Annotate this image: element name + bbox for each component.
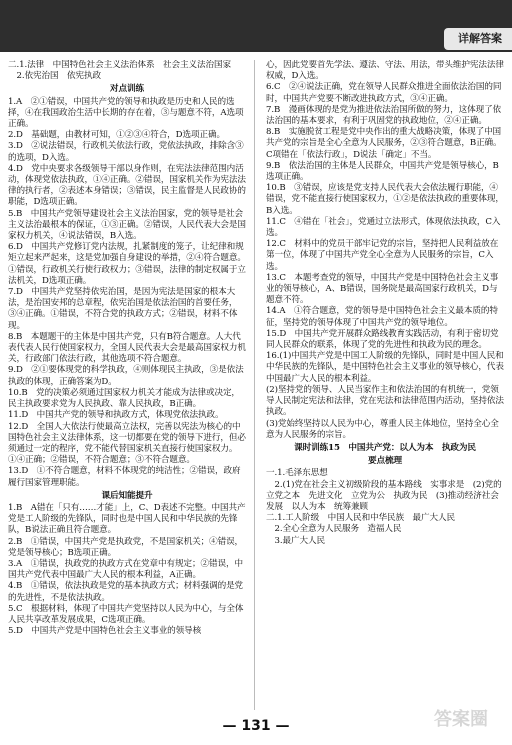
answer-item: 6.C ②④说法正确，党在领导人民群众推进全面依法治国的同时，中国共产党要不断改进执政方式，③④正确。 [266,82,502,104]
answer-item: 9.D ②①要体现党的科学执政，④则体现民主执政，③是依法执政的体现，正确答案为D。 [8,365,244,387]
answer-item: 8.B 本题题干的主体是中国共产党，只有B符合题意。人大代表代表人民行使国家权力，全国人民代表大会是最高国家权力机关，行政部门依法行政，其他选项不符合题意。 [8,331,246,365]
left-column [8,60,246,710]
answer-item: 9.B 依法治国的主体是人民群众，中国共产党是领导核心，B选项正确。 [266,160,499,183]
answer-item: (3)党始终坚持以人民为中心，尊重人民主体地位，坚持全心全意为人民服务的宗旨。 [266,418,499,440]
answer-item: 4.D 党中央要求各级领导干部以身作则，在宪法法律范围内活动，体现党依法执政，①④正确。②错误，国家机关作为宪法法律的执行者，②表述本身错误；③错误，民主监督是人民政协的职能，D选项正确。 [8,163,246,208]
answer-item: 16.(1)中国共产党是中国工人阶级的先锋队，同时是中国人民和中华民族的先锋队，是中国特色社会主义事业的领导核心，代表中国最广大人民的根本利益。 [266,351,504,384]
answer-item: 12.D 全国人大依法行使最高立法权，完善以宪法为核心的中国特色社会主义法律体系，这一切都要在党的领导下进行，但必须通过一定的程序，党不能代替国家机关直接行使国家权力。①④正确；②错误，不符合题意；③不符合题意。 [8,421,246,466]
answer-item: 4.B ①错误，依法执政是党的基本执政方式；材料强调的是党的先进性，不是依法执政。 [8,581,244,603]
answer-item: 11.D 中国共产党的领导和执政方式，体现党依法执政。 [8,410,224,421]
lesson-title: 课时训练15 中国共产党：以人为本 执政为民 [294,442,476,453]
answer-item: 3.D ②说法错误，行政机关依法行政，党依法执政，排除含③的选项，D入选。 [8,141,244,163]
answer-item: 5.C 根据材料，体现了中国共产党坚持以人民为中心，与全体人民共享改革发展成果，C选项正确。 [8,603,244,625]
answer-item: 11.C ④错在「社会」，党通过立法形式，体现依法执政，C入选。 [266,216,501,239]
section-heading: 2.依宪治国 依宪执政 [8,71,101,82]
answer-item: 15.D 中国共产党开展群众路线教育实践活动，有利于密切党同人民群众的联系，体现了党的先进性和执政为民的理念。 [266,328,499,351]
column-divider [254,60,255,710]
answer-key-tag: 详解答案 [444,28,512,50]
answer-item: 一.1.毛泽东思想 [266,468,328,479]
answer-item: 2.全心全意为人民服务 造福人民 [266,524,402,535]
answer-item: 2.B ①错误，中国共产党是执政党，不是国家机关；④错误，党是领导核心；B选项正确。 [8,536,244,558]
answer-item: 心，因此党要首先学法、遵法、守法、用法，带头维护宪法法律权威，D入选。 [266,60,504,82]
answer-item: 7.D 中国共产党坚持依宪治国，是因为宪法是国家的根本大法，是治国安邦的总章程，依宪治国是依法治国的首要任务，③④正确。①错误，不符合党的执政方式；②错误，材料不体现。 [8,287,238,331]
subsection-title: 要点梳理 [368,456,402,467]
header-band [0,0,512,52]
answer-item: 10.B ③错误，应该是党支持人民代表大会依法履行职能，④错误，党不能直接行使国家权力，①②是依法执政的重要体现，B入选。 [266,183,504,216]
answer-item: 1.A ②①错误，中国共产党的领导和执政是历史和人民的选择，④在我国政治生活中长期的存在着，③与题意不符，A选项正确。 [8,96,244,130]
section-heading: 二.1.法律 中国特色社会主义法治体系 社会主义法治国家 [8,60,231,70]
answer-item: 2.D 基础题，由教材可知，①②③④符合，D选项正确。 [8,130,225,141]
subsection-title: 课后知能提升 [101,490,153,501]
answer-item: 5.B 中国共产党领导建设社会主义法治国家，党的领导是社会主义法治最根本的保证，①③正确。②错误，人民代表大会是国家权力机关，④说法错误，B入选。 [8,208,246,242]
answer-item: 3.最广大人民 [266,535,325,546]
answer-item: 7.B 漫画体现的是党为推进依法治国所做的努力，这体现了依法治国的基本要求，有利于巩固党的执政地位，②④正确。 [266,104,502,127]
answer-item: 3.A ①错误，执政党的执政方式在党章中有规定；②错误，中国共产党代表中国最广大人民的根本利益，A正确。 [8,558,243,581]
answer-item: 二.1.工人阶级 中国人民和中华民族 最广大人民 [266,513,456,524]
answer-item: 5.D 中国共产党是中国特色社会主义事业的领导核 [8,626,202,637]
answer-item: 13.C 本题考查党的领导，中国共产党是中国特色社会主义事业的领导核心，A、B错误，国务院是最高国家行政机关，D与题意不符。 [266,272,499,306]
answer-item: 13.D ①不符合题意，材料不体现党的纯洁性；②错误，政府履行国家管理职能。 [8,466,241,488]
page-number: — 131 — [222,718,290,734]
watermark-logo [418,699,504,739]
answer-item: 12.C 材料中的党员干部牢记党的宗旨，坚持把人民利益放在第一位，体现了中国共产党全心全意为人民服务的宗旨，C入选。 [266,239,499,272]
answer-item: (2)坚持党的领导、人民当家作主和依法治国的有机统一，党领导人民制定宪法和法律，党在宪法和法律范围内活动，坚持依法执政。 [266,384,504,418]
answer-item: 10.B 党的决策必须通过国家权力机关才能成为法律或决定，民主执政要求党为人民执政、靠人民执政，B正确。 [8,387,240,410]
answer-item: 2.(1)党在社会主义初级阶段的基本路线 实事求是 (2)党的立党之本 先进文化 立党为公 执政为民 (3)推动经济社会发展 以人为本 统筹兼顾 [266,479,502,512]
answer-item: 1.B A错在「只有……才能」上，C、D表述不完整。中国共产党是工人阶级的先锋队，同时也是中国人民和中华民族的先锋队，B说法正确且符合题意。 [8,502,246,536]
answer-item: 6.D 中国共产党修订党内法规，扎紧制度的笼子，让纪律和规矩立起来严起来，这是党加强自身建设的举措，②④符合题意。①错误，行政机关行使行政权力；③错误，法律的制定权属于立法机关，D选项正确。 [8,242,246,286]
right-column [266,60,504,710]
answer-item: 14.A ①符合题意，党的领导是中国特色社会主义最本质的特征，坚持党的领导体现了中国共产党的领导地位。 [266,306,498,328]
watermark-text: 答案圈 [434,709,488,730]
answer-item: 8.B 实施脱贫工程是党中央作出的重大战略决策，体现了中国共产党的宗旨是全心全意为人民服务，②③符合题意，B正确。C项错在「依法行政」，D说法「确定」不当。 [266,127,502,160]
subsection-title: 对点训练 [110,84,144,95]
